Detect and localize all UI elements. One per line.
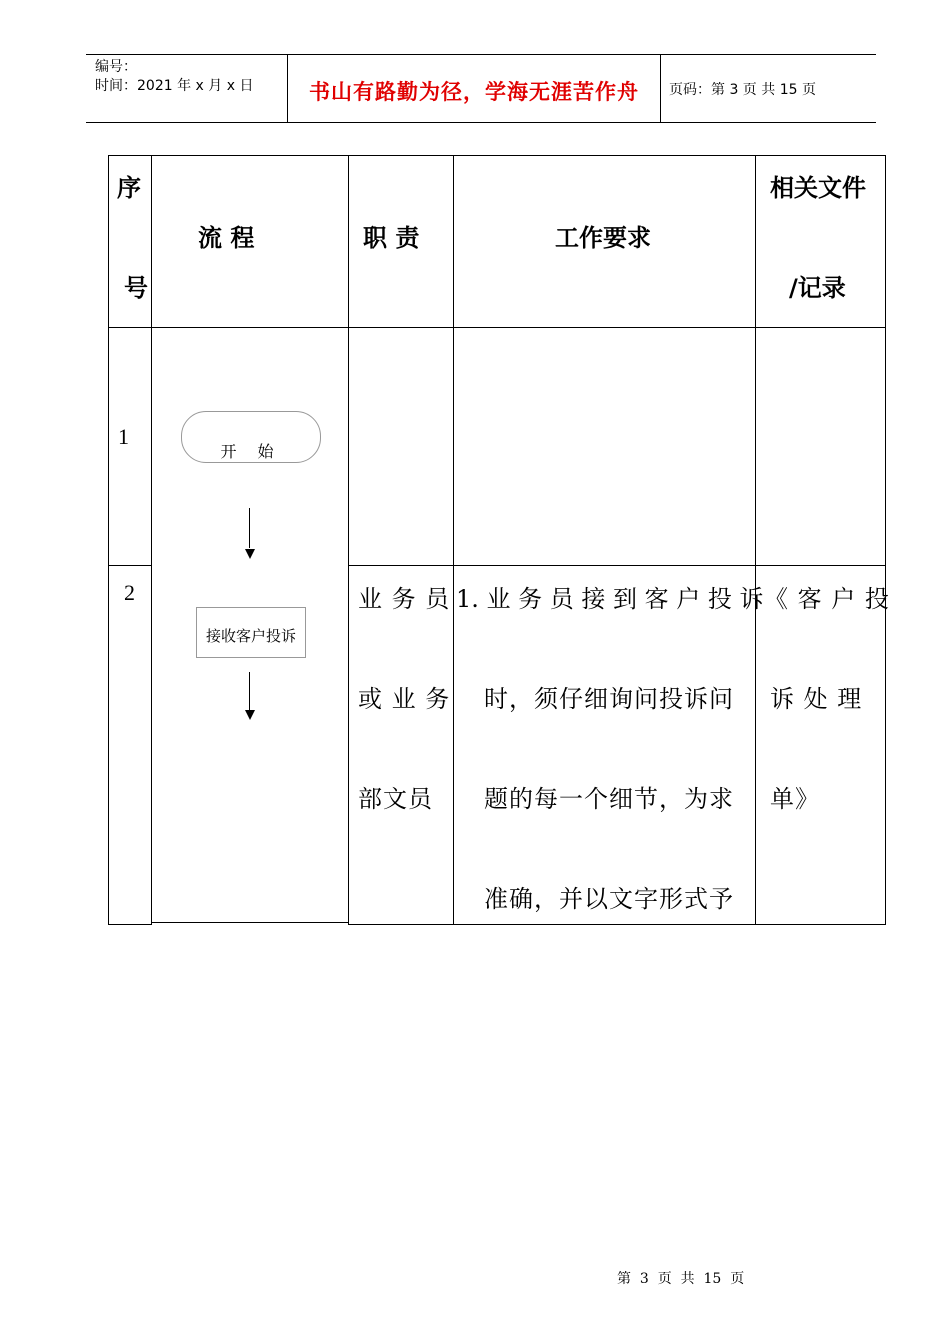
row-2-req-line-4: 准确，并以文字形式予 [484, 885, 734, 913]
table-col-flow [348, 155, 349, 925]
row-1-number: 1 [118, 424, 129, 449]
table-rule-top [108, 155, 886, 156]
table-rule-bottom-right [348, 924, 886, 925]
flow-arrow-2-line [249, 672, 250, 710]
header-divider-right [660, 54, 661, 123]
table-rule-row1-right [348, 565, 886, 566]
header-seq-top: 序 [117, 174, 141, 202]
row-2-number: 2 [124, 580, 135, 605]
page-footer: 第 3 页 共 15 页 [617, 1271, 745, 1287]
doc-number-label: 编号： [95, 59, 137, 75]
table-rule-header [108, 327, 886, 328]
row-2-duty-line-3: 部文员 [358, 785, 433, 813]
doc-time-label: 时间：2021 年 x 月 x 日 [95, 78, 254, 94]
flow-arrow-1-head-icon [245, 549, 255, 559]
header-motto: 书山有路勤为径，学海无涯苦作舟 [309, 80, 639, 104]
flow-step-receive-complaint-label: 接收客户投诉 [205, 627, 296, 645]
row-2-duty-line-1: 业 务 员 [358, 585, 451, 613]
header-top-rule [86, 54, 876, 55]
table-rule-bottom-flow [151, 922, 348, 923]
row-2-docs-line-3: 单》 [770, 785, 820, 813]
header-docs-bottom: /记录 [789, 274, 846, 302]
row-2-duty-line-2: 或 业 务 [358, 685, 451, 713]
table-col-req [755, 155, 756, 925]
header-process: 流 程 [198, 224, 255, 252]
table-col-duty [453, 155, 454, 925]
table-col-right [885, 155, 886, 925]
header-bottom-rule [86, 122, 876, 123]
table-rule-bottom-left [108, 924, 151, 925]
table-rule-row1-seq [108, 565, 151, 566]
row-2-docs-line-1: 《 客 户 投 [764, 585, 890, 613]
flow-start-label: 开 始 [220, 442, 282, 461]
flow-start-node [181, 411, 321, 463]
header-docs-top: 相关文件 [770, 174, 866, 202]
row-2-req-line-3: 题的每一个细节，为求 [484, 785, 734, 813]
header-duty: 职 责 [363, 224, 420, 252]
flow-arrow-1-line [249, 508, 250, 548]
table-col-left [108, 155, 109, 925]
row-2-req-line-2: 时，须仔细询问投诉问 [484, 685, 734, 713]
header-seq-bottom: 号 [124, 274, 148, 302]
page-info: 页码：第 3 页 共 15 页 [669, 82, 816, 98]
row-2-req-line-1: 1. 业 务 员 接 到 客 户 投 诉 [456, 585, 764, 613]
row-2-docs-line-2: 诉 处 理 [770, 685, 863, 713]
flow-arrow-2-head-icon [245, 710, 255, 720]
table-col-seq [151, 155, 152, 925]
header-requirement: 工作要求 [555, 224, 651, 252]
flow-step-receive-complaint [196, 607, 306, 658]
